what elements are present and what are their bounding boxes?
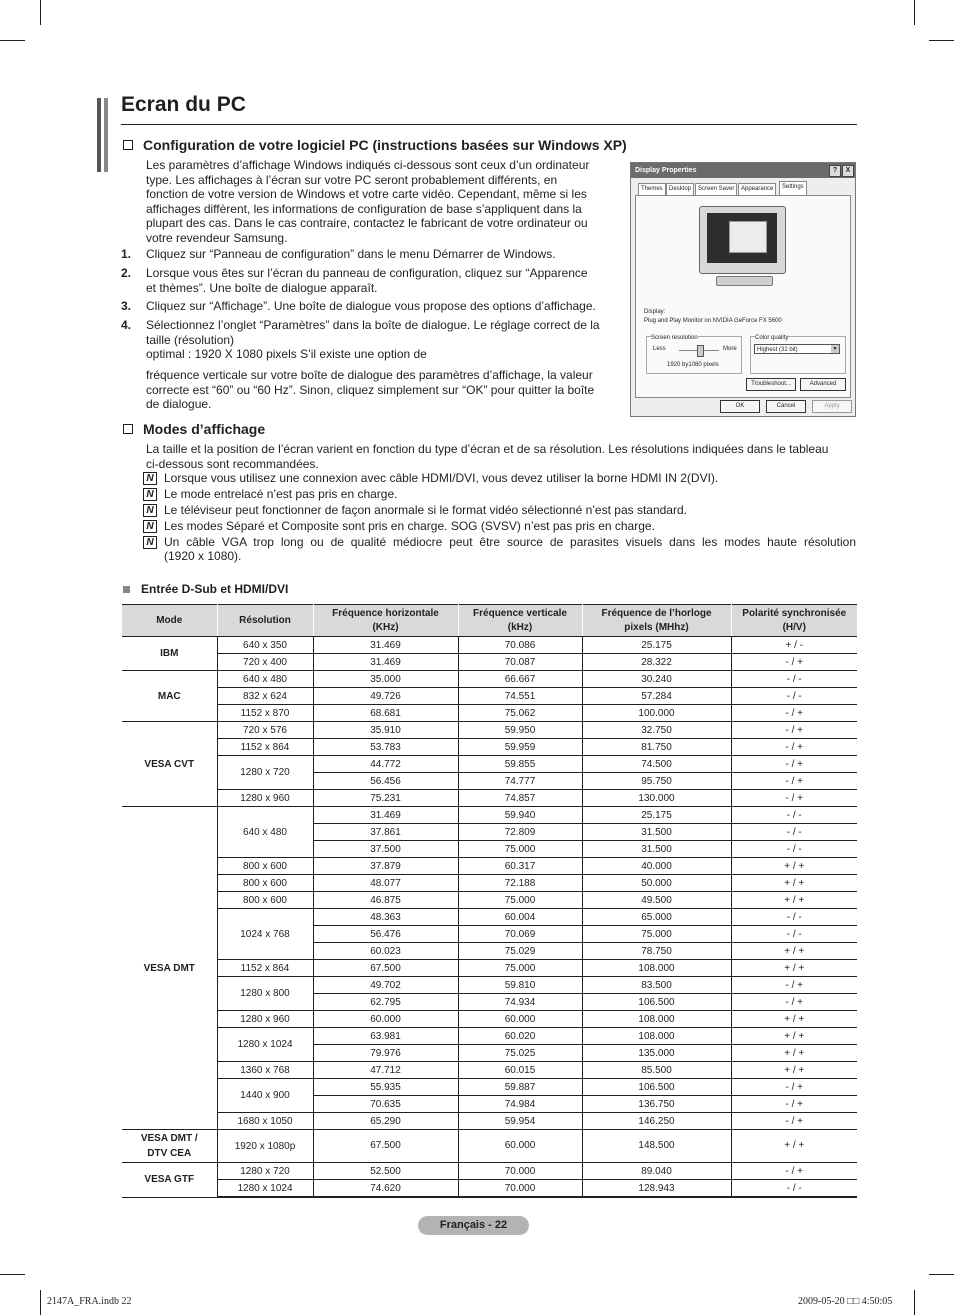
text-line: Le mode entrelacé n’est pas pris en charge. — [164, 487, 398, 501]
value-cell: 67.500 — [313, 960, 458, 977]
value-cell: 25.175 — [582, 637, 731, 654]
value-cell: 37.500 — [313, 841, 458, 858]
table-row — [122, 1011, 857, 1028]
table-row — [122, 977, 857, 994]
step-item — [121, 318, 600, 362]
table-row — [122, 671, 857, 688]
title-accent-bar — [104, 98, 108, 172]
value-cell: 89.040 — [582, 1163, 731, 1180]
mode-cell: IBM — [122, 637, 217, 671]
resolution-cell: 1152 x 870 — [217, 705, 313, 722]
resolution-group: Screen resolution Less More 1920 by1080 pixels — [646, 336, 742, 374]
value-cell: + / + — [731, 892, 857, 909]
mode-cell: VESA DMT — [122, 807, 217, 1130]
value-cell: 74.777 — [458, 773, 582, 790]
value-cell: 65.290 — [313, 1113, 458, 1130]
table-row — [122, 1180, 857, 1198]
value-cell: + / + — [731, 858, 857, 875]
crop-mark — [40, 1290, 41, 1315]
header-line: (kHz) — [507, 621, 533, 633]
text-line: taille (résolution) — [146, 332, 235, 347]
modes-intro — [146, 442, 828, 471]
value-cell: - / - — [731, 671, 857, 688]
value-cell: + / + — [731, 875, 857, 892]
header-line: Fréquence verticale — [473, 607, 567, 619]
value-cell: 52.500 — [313, 1163, 458, 1180]
resolution-cell: 640 x 350 — [217, 637, 313, 654]
value-cell: + / - — [731, 637, 857, 654]
dialog-title-bar: Display Properties ? X — [631, 163, 855, 178]
value-cell: 35.000 — [313, 671, 458, 688]
text-line: Cliquez sur “Affichage”. Une boîte de dialogue vous propose des options d’affichage. — [146, 299, 596, 313]
header-line: (H/V) — [782, 621, 806, 633]
value-cell: 100.000 — [582, 705, 731, 722]
mode-cell: VESA DMT / DTV CEA — [122, 1130, 217, 1163]
table-row — [122, 1163, 857, 1180]
value-cell: 108.000 — [582, 960, 731, 977]
value-cell: + / + — [731, 1062, 857, 1079]
value-cell: + / + — [731, 943, 857, 960]
value-cell: 57.284 — [582, 688, 731, 705]
cancel-button[interactable]: Cancel — [766, 400, 806, 413]
note-text — [164, 487, 397, 501]
table-row — [122, 705, 857, 722]
note-icon: N — [143, 520, 157, 533]
value-cell: 136.750 — [582, 1096, 731, 1113]
text-line: affichages diffèrent, les informations de configuration de base s’appliquent dans la — [146, 201, 582, 216]
value-cell: 75.062 — [458, 705, 582, 722]
value-cell: 31.469 — [313, 807, 458, 824]
note-icon: N — [143, 504, 157, 517]
value-cell: 37.861 — [313, 824, 458, 841]
display-properties-dialog — [630, 162, 856, 417]
value-cell: 31.500 — [582, 824, 731, 841]
step-item — [121, 299, 596, 314]
value-cell: - / - — [731, 824, 857, 841]
value-cell: 55.935 — [313, 1079, 458, 1096]
resolution-cell: 1280 x 960 — [217, 1011, 313, 1028]
tab-appearance[interactable]: Appearance — [738, 183, 776, 196]
column-header — [582, 605, 731, 637]
section-intro — [146, 158, 589, 245]
value-cell: 48.077 — [313, 875, 458, 892]
text-line: (1920 x 1080). — [164, 549, 242, 563]
resolution-cell: 640 x 480 — [217, 671, 313, 688]
value-cell: 59.940 — [458, 807, 582, 824]
value-cell: 83.500 — [582, 977, 731, 994]
table-row — [122, 1130, 857, 1163]
step-item — [121, 247, 556, 262]
step-number: 1. — [121, 247, 132, 261]
value-cell: 60.015 — [458, 1062, 582, 1079]
value-cell: + / + — [731, 1130, 857, 1163]
resolution-value: 1920 by1080 pixels — [667, 362, 719, 368]
apply-button[interactable]: Apply — [812, 400, 852, 413]
ok-button[interactable]: OK — [720, 400, 760, 413]
value-cell: 59.954 — [458, 1113, 582, 1130]
value-cell: 31.469 — [313, 637, 458, 654]
step-4-continuation — [146, 368, 594, 412]
resolution-cell: 832 x 624 — [217, 688, 313, 705]
header-line: Polarité synchronisée — [742, 607, 847, 619]
value-cell: 130.000 — [582, 790, 731, 807]
value-cell: 60.000 — [458, 1130, 582, 1163]
mode-cell: VESA CVT — [122, 722, 217, 807]
value-cell: 72.188 — [458, 875, 582, 892]
value-cell: - / + — [731, 1163, 857, 1180]
crop-mark — [929, 40, 954, 41]
step-item — [121, 266, 588, 295]
resolution-cell: 1680 x 1050 — [217, 1113, 313, 1130]
value-cell: 74.934 — [458, 994, 582, 1011]
value-cell: 37.879 — [313, 858, 458, 875]
value-cell: 48.363 — [313, 909, 458, 926]
table-row — [122, 892, 857, 909]
table-row — [122, 654, 857, 671]
resolution-cell: 1024 x 768 — [217, 909, 313, 960]
text-line: fréquence verticale sur votre boîte de dialogue des paramètres d’affichage, la valeur — [146, 368, 593, 382]
section-heading-modes: Modes d’affichage — [123, 421, 265, 437]
crop-mark — [929, 1274, 954, 1275]
tab-themes[interactable]: Themes — [638, 183, 666, 196]
text-line: ci-dessous sont recommandées. — [146, 456, 319, 471]
tab-screen-saver[interactable]: Screen Saver — [695, 183, 737, 196]
value-cell: 59.959 — [458, 739, 582, 756]
header-line: Fréquence horizontale — [332, 607, 439, 619]
display-value: Plug and Play Monitor on NVIDIA GeForce FX 5600 — [644, 318, 782, 324]
value-cell: - / + — [731, 722, 857, 739]
tab-desktop[interactable]: Desktop — [666, 183, 694, 196]
table-header-row — [122, 605, 857, 637]
text-line: Lorsque vous utilisez une connexion avec câble HDMI/DVI, vous devez utiliser la borne HDMI IN 2(DVI). — [164, 471, 719, 485]
page-title: Ecran du PC — [121, 93, 246, 116]
value-cell: + / + — [731, 1028, 857, 1045]
table-subheading: Entrée D-Sub et HDMI/DVI — [123, 582, 288, 596]
step-number: 3. — [121, 299, 132, 313]
header-line: pixels (MHhz) — [624, 621, 689, 633]
text-line: Les paramètres d’affichage Windows indiqués ci-dessous sont ceux d’un ordinateur — [146, 158, 590, 172]
value-cell: 53.783 — [313, 739, 458, 756]
resolution-cell: 720 x 576 — [217, 722, 313, 739]
title-rule — [121, 124, 857, 125]
note-text — [164, 471, 718, 485]
resolution-cell: 640 x 480 — [217, 807, 313, 858]
value-cell: 70.635 — [313, 1096, 458, 1113]
value-cell: + / + — [731, 960, 857, 977]
column-header — [458, 605, 582, 637]
table-row — [122, 1062, 857, 1079]
value-cell: - / - — [731, 688, 857, 705]
value-cell: 56.476 — [313, 926, 458, 943]
value-cell: 66.667 — [458, 671, 582, 688]
crop-mark — [0, 1274, 25, 1275]
value-cell: 59.855 — [458, 756, 582, 773]
value-cell: 74.857 — [458, 790, 582, 807]
text-line: Sélectionnez l’onglet “Paramètres” dans la boîte de dialogue. Le réglage correct de la — [146, 318, 600, 332]
value-cell: 65.000 — [582, 909, 731, 926]
value-cell: 70.086 — [458, 637, 582, 654]
resolution-cell: 1360 x 768 — [217, 1062, 313, 1079]
value-cell: 63.981 — [313, 1028, 458, 1045]
troubleshoot-button[interactable]: Troubleshoot... — [746, 378, 796, 391]
monitor-preview — [699, 206, 786, 274]
advanced-button[interactable]: Advanced — [800, 378, 846, 391]
text-line: optimal : 1920 X 1080 pixels S’il existe une option de — [146, 347, 427, 361]
value-cell: 49.500 — [582, 892, 731, 909]
text-line: Cliquez sur “Panneau de configuration” dans le menu Démarrer de Windows. — [146, 247, 556, 261]
value-cell: 70.000 — [458, 1180, 582, 1198]
mode-cell: MAC — [122, 671, 217, 722]
note-icon: N — [143, 488, 157, 501]
resolution-cell: 1152 x 864 — [217, 960, 313, 977]
value-cell: 40.000 — [582, 858, 731, 875]
value-cell: - / + — [731, 977, 857, 994]
table-row — [122, 722, 857, 739]
value-cell: - / - — [731, 841, 857, 858]
color-quality-select[interactable]: Highest (32 bit) ▼ — [754, 344, 840, 354]
resolution-cell: 1440 x 900 — [217, 1079, 313, 1113]
header-line: Mode — [156, 614, 183, 626]
value-cell: 25.175 — [582, 807, 731, 824]
note-icon: N — [143, 472, 157, 485]
value-cell: 81.750 — [582, 739, 731, 756]
help-button[interactable]: ? — [829, 165, 841, 177]
step-number: 2. — [121, 266, 132, 280]
resolution-cell: 1280 x 1024 — [217, 1028, 313, 1062]
value-cell: 60.004 — [458, 909, 582, 926]
table-row — [122, 960, 857, 977]
preview-window — [729, 221, 767, 253]
crop-mark — [914, 0, 915, 25]
table-row — [122, 637, 857, 654]
table-row — [122, 1113, 857, 1130]
table-row — [122, 1079, 857, 1096]
value-cell: 74.500 — [582, 756, 731, 773]
value-cell: 75.000 — [458, 841, 582, 858]
resolution-cell: 1152 x 864 — [217, 739, 313, 756]
resolution-cell: 1280 x 720 — [217, 1163, 313, 1180]
value-cell: 75.000 — [458, 892, 582, 909]
resolution-cell: 1280 x 1024 — [217, 1180, 313, 1198]
resolution-cell: 800 x 600 — [217, 875, 313, 892]
table-row — [122, 688, 857, 705]
resolution-cell: 800 x 600 — [217, 858, 313, 875]
value-cell: 35.910 — [313, 722, 458, 739]
text-line: plupart des cas. Dans le cas contraire, contactez le fabricant de votre ordinateur ou — [146, 216, 588, 230]
value-cell: - / + — [731, 705, 857, 722]
mode-cell: VESA GTF — [122, 1163, 217, 1198]
table-row — [122, 739, 857, 756]
date-info: 2009-05-20 □□ 4:50:05 — [798, 1296, 893, 1307]
value-cell: 85.500 — [582, 1062, 731, 1079]
text-line: Un câble VGA trop long ou de qualité médiocre peut être source de parasites visuels dans les modes haute résolution — [164, 535, 856, 549]
value-cell: 75.000 — [458, 960, 582, 977]
value-cell: 75.025 — [458, 1045, 582, 1062]
value-cell: 74.551 — [458, 688, 582, 705]
value-cell: 72.809 — [458, 824, 582, 841]
value-cell: 47.712 — [313, 1062, 458, 1079]
table-row — [122, 1028, 857, 1045]
value-cell: 30.240 — [582, 671, 731, 688]
table-row — [122, 790, 857, 807]
display-label: Display: — [644, 309, 666, 315]
value-cell: - / + — [731, 739, 857, 756]
settings-panel — [635, 195, 851, 398]
value-cell: - / + — [731, 756, 857, 773]
monitor-screen — [707, 213, 777, 263]
value-cell: 50.000 — [582, 875, 731, 892]
value-cell: 70.087 — [458, 654, 582, 671]
value-cell: 67.500 — [313, 1130, 458, 1163]
resolution-cell: 1280 x 720 — [217, 756, 313, 790]
column-header — [122, 605, 217, 637]
value-cell: - / + — [731, 773, 857, 790]
chevron-down-icon: ▼ — [832, 346, 838, 352]
square-bullet-icon — [123, 586, 130, 593]
value-cell: - / + — [731, 790, 857, 807]
resolution-cell: 1280 x 960 — [217, 790, 313, 807]
value-cell: 75.231 — [313, 790, 458, 807]
text-line: Le téléviseur peut fonctionner de façon anormale si le format vidéo sélectionné n’est pas standard. — [164, 503, 687, 517]
value-cell: 135.000 — [582, 1045, 731, 1062]
value-cell: 56.456 — [313, 773, 458, 790]
value-cell: - / + — [731, 1113, 857, 1130]
value-cell: 106.500 — [582, 994, 731, 1011]
display-modes-table — [122, 604, 857, 1198]
value-cell: - / - — [731, 1180, 857, 1198]
table-row — [122, 909, 857, 926]
table-row — [122, 858, 857, 875]
column-header — [217, 605, 313, 637]
text-line: votre revendeur Samsung. — [146, 230, 288, 245]
value-cell: 75.029 — [458, 943, 582, 960]
value-cell: 108.000 — [582, 1011, 731, 1028]
text-line: de dialogue. — [146, 397, 212, 411]
value-cell: - / - — [731, 926, 857, 943]
crop-mark — [914, 1290, 915, 1315]
value-cell: 60.000 — [313, 1011, 458, 1028]
value-cell: 70.000 — [458, 1163, 582, 1180]
table-row — [122, 807, 857, 824]
value-cell: 106.500 — [582, 1079, 731, 1096]
value-cell: 28.322 — [582, 654, 731, 671]
value-cell: 31.500 — [582, 841, 731, 858]
page-number-badge: Français - 22 — [418, 1216, 529, 1235]
note-text — [164, 535, 856, 563]
color-quality-group: Color quality Highest (32 bit) ▼ — [750, 336, 846, 374]
monitor-stand — [716, 276, 773, 286]
resolution-slider-handle[interactable] — [697, 345, 704, 357]
value-cell: 146.250 — [582, 1113, 731, 1130]
value-cell: - / - — [731, 909, 857, 926]
note-icon: N — [143, 536, 157, 549]
value-cell: 49.702 — [313, 977, 458, 994]
checkbox-bullet-icon — [123, 424, 133, 434]
value-cell: 44.772 — [313, 756, 458, 773]
note-text — [164, 519, 655, 533]
text-line: Les modes Séparé et Composite sont pris en charge. SOG (SVSV) n’est pas pris en charge. — [164, 519, 655, 533]
resolution-cell: 1280 x 800 — [217, 977, 313, 1011]
text-line: correcte est “60” ou “60 Hz”. Sinon, cliquez simplement sur “OK” pour quitter la boîte — [146, 382, 595, 397]
table-row — [122, 875, 857, 892]
checkbox-bullet-icon — [123, 140, 133, 150]
value-cell: + / + — [731, 1045, 857, 1062]
value-cell: 79.976 — [313, 1045, 458, 1062]
title-accent-bar — [97, 98, 101, 172]
value-cell: 74.620 — [313, 1180, 458, 1198]
value-cell: 60.020 — [458, 1028, 582, 1045]
text-line: La taille et la position de l’écran varient en fonction du type d’écran et de sa résolution. Les résolutions indiquées dans le tableau — [146, 442, 829, 456]
table-row — [122, 756, 857, 773]
value-cell: 108.000 — [582, 1028, 731, 1045]
tab-settings[interactable]: Settings — [779, 181, 807, 196]
resolution-cell: 720 x 400 — [217, 654, 313, 671]
value-cell: 70.069 — [458, 926, 582, 943]
value-cell: - / + — [731, 994, 857, 1011]
value-cell: 49.726 — [313, 688, 458, 705]
value-cell: 78.750 — [582, 943, 731, 960]
column-header — [731, 605, 857, 637]
header-line: (KHz) — [372, 621, 399, 633]
header-line: Résolution — [239, 614, 291, 626]
text-line: fonction de votre version de Windows et votre carte vidéo. Cependant, même si les — [146, 187, 587, 201]
value-cell: 62.795 — [313, 994, 458, 1011]
value-cell: 74.984 — [458, 1096, 582, 1113]
column-header — [313, 605, 458, 637]
value-cell: - / + — [731, 1096, 857, 1113]
header-line: Fréquence de l’horloge — [601, 607, 712, 619]
value-cell: 32.750 — [582, 722, 731, 739]
value-cell: 148.500 — [582, 1130, 731, 1163]
value-cell: - / + — [731, 654, 857, 671]
value-cell: 60.000 — [458, 1011, 582, 1028]
value-cell: 46.875 — [313, 892, 458, 909]
close-button[interactable]: X — [842, 165, 854, 177]
value-cell: 59.950 — [458, 722, 582, 739]
section-heading-config: Configuration de votre logiciel PC (instructions basées sur Windows XP) — [123, 137, 627, 153]
crop-mark — [40, 0, 41, 25]
value-cell: 128.943 — [582, 1180, 731, 1198]
resolution-cell: 800 x 600 — [217, 892, 313, 909]
value-cell: 59.810 — [458, 977, 582, 994]
value-cell: 60.317 — [458, 858, 582, 875]
text-line: type. Les affichages à l’écran sur votre PC seront probablement différents, en — [146, 172, 558, 187]
value-cell: - / - — [731, 807, 857, 824]
value-cell: + / + — [731, 1011, 857, 1028]
value-cell: 68.681 — [313, 705, 458, 722]
value-cell: 95.750 — [582, 773, 731, 790]
note-text — [164, 503, 687, 517]
file-info: 2147A_FRA.indb 22 — [47, 1296, 132, 1307]
step-number: 4. — [121, 318, 132, 332]
text-line: et thèmes”. Une boîte de dialogue apparaît. — [146, 280, 378, 295]
value-cell: 59.887 — [458, 1079, 582, 1096]
text-line: Lorsque vous êtes sur l’écran du panneau de configuration, cliquez sur “Apparence — [146, 266, 588, 280]
value-cell: - / + — [731, 1079, 857, 1096]
value-cell: 75.000 — [582, 926, 731, 943]
value-cell: 31.469 — [313, 654, 458, 671]
crop-mark — [0, 40, 25, 41]
value-cell: 60.023 — [313, 943, 458, 960]
resolution-cell: 1920 x 1080p — [217, 1130, 313, 1163]
